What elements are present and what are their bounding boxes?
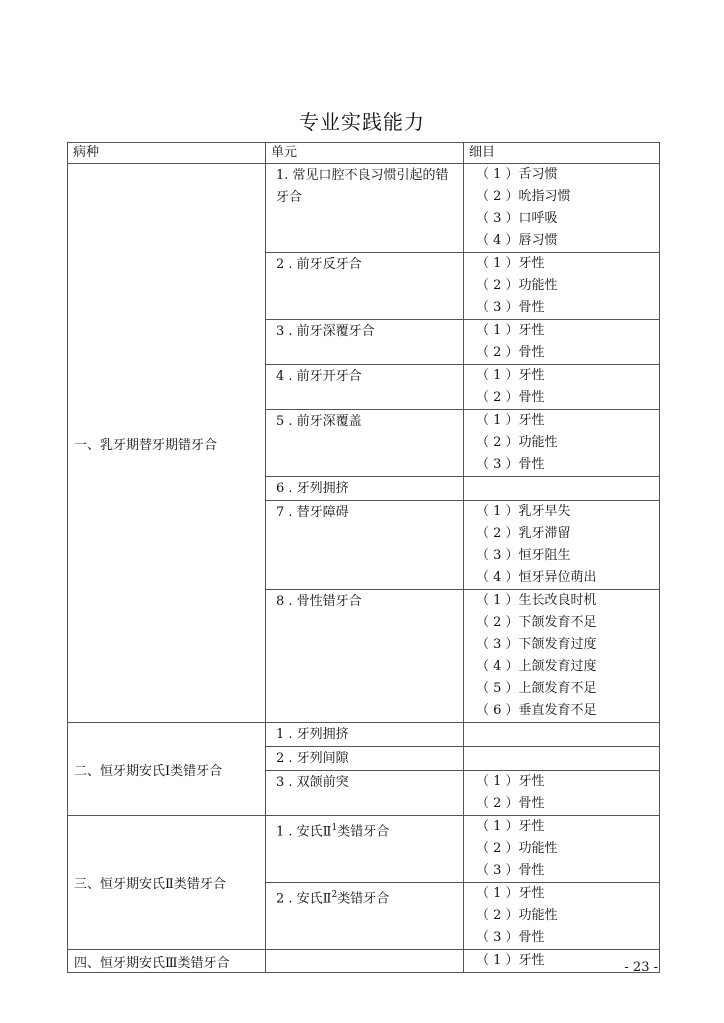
detail-cell [464, 501, 660, 590]
detail-item: （ 2 ）骨性 [476, 390, 545, 405]
disease-cell: 四、恒牙期安氏Ⅲ类错牙合 [68, 950, 266, 973]
detail-item: （ 2 ）功能性 [476, 841, 558, 856]
detail-item: （ 2 ）功能性 [476, 278, 558, 293]
detail-item: （ 1 ）牙性 [476, 819, 545, 834]
detail-cell [464, 816, 660, 883]
detail-cell [464, 477, 660, 501]
header-unit: 单元 [266, 143, 464, 164]
detail-cell [464, 164, 660, 253]
detail-item: （ 1 ）牙性 [476, 774, 545, 789]
unit-cell [266, 950, 464, 973]
detail-cell [464, 771, 660, 816]
detail-item: （ 3 ）骨性 [476, 930, 545, 945]
detail-item: （ 2 ）吮指习惯 [476, 189, 571, 204]
unit-label: 1. 常见口腔不良习惯引起的错牙合 [276, 168, 449, 205]
detail-cell [464, 320, 660, 365]
header-detail: 细目 [464, 143, 660, 164]
detail-item: （ 1 ）牙性 [476, 368, 545, 383]
unit-label: 2 . 牙列间隙 [276, 751, 349, 766]
detail-item: （ 2 ）骨性 [476, 345, 545, 360]
detail-item: （ 1 ）舌习惯 [476, 167, 558, 182]
detail-item: （ 1 ）牙性 [476, 413, 545, 428]
detail-item: （ 3 ）骨性 [476, 300, 545, 315]
unit-label: 8 . 骨性错牙合 [276, 594, 362, 609]
table-row [68, 723, 660, 747]
detail-item: （ 1 ）牙性 [476, 323, 545, 338]
detail-item: （ 1 ）牙性 [476, 886, 545, 901]
unit-label: 7 . 替牙障碍 [276, 505, 349, 520]
detail-cell [464, 723, 660, 747]
detail-item: （ 5 ）上颌发育不足 [476, 681, 597, 696]
detail-item: （ 2 ）功能性 [476, 908, 558, 923]
unit-label: 3 . 前牙深覆牙合 [276, 324, 375, 339]
unit-label: 1 . 牙列拥挤 [276, 727, 349, 742]
detail-item: （ 2 ）骨性 [476, 796, 545, 811]
unit-cell [266, 365, 464, 410]
unit-label: 3 . 双颌前突 [276, 775, 349, 790]
table-row [68, 164, 660, 253]
disease-cell: 二、恒牙期安氏Ⅰ类错牙合 [68, 723, 266, 816]
unit-cell [266, 320, 464, 365]
unit-cell [266, 723, 464, 747]
detail-cell [464, 253, 660, 320]
detail-empty [464, 723, 659, 745]
page-title: 专业实践能力 [299, 110, 425, 134]
table-header-row [68, 143, 660, 164]
unit-label-suffix: 类错牙合 [337, 824, 390, 840]
page-number: - 23 - [624, 960, 658, 975]
detail-cell [464, 747, 660, 771]
detail-empty [464, 747, 659, 769]
detail-item: （ 1 ）乳牙早失 [476, 504, 571, 519]
detail-item: （ 3 ）骨性 [476, 863, 545, 878]
unit-cell [266, 253, 464, 320]
table-row [68, 950, 660, 973]
unit-cell [266, 501, 464, 590]
syllabus-table [67, 142, 660, 973]
unit-label: 6 . 牙列拥挤 [276, 481, 349, 496]
detail-item: （ 2 ）下颌发育不足 [476, 615, 597, 630]
detail-item: （ 3 ）口呼吸 [476, 211, 558, 226]
detail-item: （ 4 ）唇习惯 [476, 233, 558, 248]
unit-label: 2 . 前牙反牙合 [276, 257, 362, 272]
unit-label: 1 . 安氏Ⅱ [276, 824, 332, 840]
detail-item: （ 3 ）恒牙阻生 [476, 548, 571, 563]
unit-cell [266, 410, 464, 477]
detail-cell [464, 590, 660, 723]
detail-item: （ 4 ）恒牙异位萌出 [476, 570, 597, 585]
unit-cell [266, 477, 464, 501]
table-row [68, 816, 660, 883]
detail-item: （ 3 ）下颌发育过度 [476, 637, 597, 652]
detail-cell [464, 365, 660, 410]
unit-cell [266, 771, 464, 816]
detail-item: （ 2 ）功能性 [476, 435, 558, 450]
table-body [68, 164, 660, 973]
unit-superscript: 1 [331, 823, 338, 833]
disease-cell: 一、乳牙期替牙期错牙合 [68, 164, 266, 723]
detail-item: （ 1 ）牙性 [476, 953, 545, 968]
unit-superscript: 2 [331, 890, 338, 900]
detail-item: （ 6 ）垂直发育不足 [476, 703, 597, 718]
detail-cell [464, 883, 660, 950]
unit-cell [266, 747, 464, 771]
detail-item: （ 4 ）上颌发育过度 [476, 659, 597, 674]
unit-label: 2 . 安氏Ⅱ [276, 891, 332, 907]
detail-item: （ 1 ）牙性 [476, 256, 545, 271]
detail-empty [464, 477, 659, 499]
unit-cell [266, 883, 464, 950]
unit-cell [266, 816, 464, 883]
unit-cell [266, 590, 464, 723]
detail-item: （ 1 ）生长改良时机 [476, 593, 597, 608]
detail-item: （ 2 ）乳牙滞留 [476, 526, 571, 541]
unit-label-suffix: 类错牙合 [337, 891, 390, 907]
detail-item: （ 3 ）骨性 [476, 457, 545, 472]
header-disease: 病种 [68, 143, 266, 164]
unit-label: 4 . 前牙开牙合 [276, 369, 362, 384]
unit-cell [266, 164, 464, 253]
unit-label: 5 . 前牙深覆盖 [276, 414, 362, 429]
detail-cell [464, 410, 660, 477]
disease-cell: 三、恒牙期安氏Ⅱ类错牙合 [68, 816, 266, 950]
